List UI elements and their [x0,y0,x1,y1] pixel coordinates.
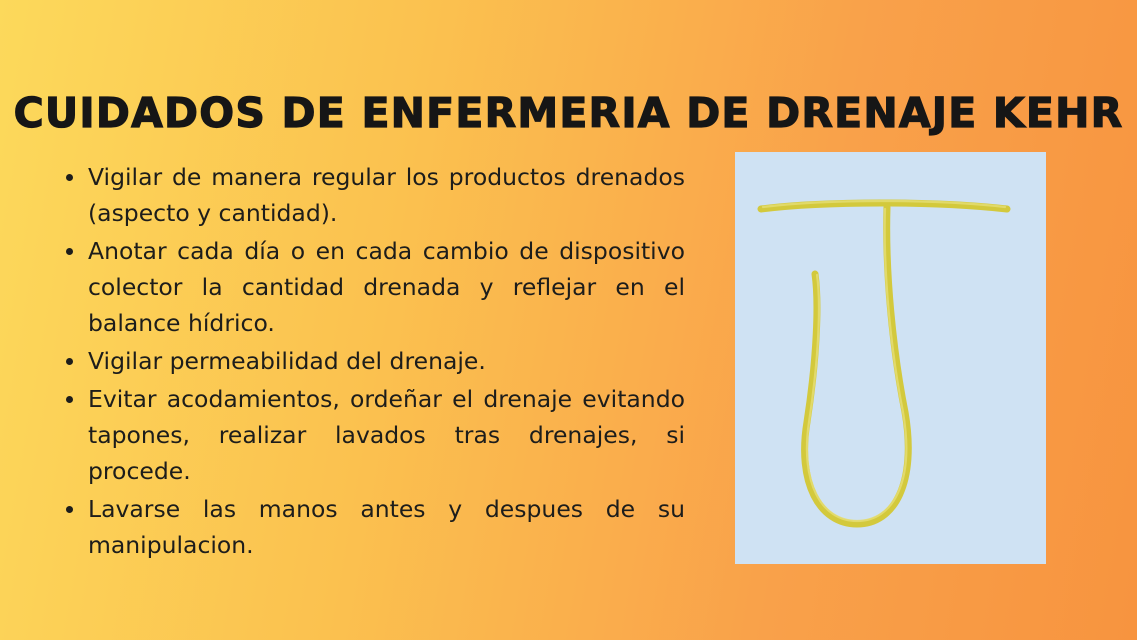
list-item: Evitar acodamientos, ordeñar el drenaje evitando tapones, realizar lavados tras drenajes, si procede. [55,382,685,490]
list-item: Vigilar de manera regular los productos drenados (aspecto y cantidad). [55,160,685,232]
bullet-list [55,160,685,565]
list-item: Anotar cada día o en cada cambio de dispositivo colector la cantidad drenada y reflejar en el balance hídrico. [55,234,685,342]
list-item: Vigilar permeabilidad del drenaje. [55,344,685,380]
kehr-drain-tube-photo [735,152,1046,564]
list-item: Lavarse las manos antes y despues de su manipulacion. [55,492,685,564]
page-title: CUIDADOS DE ENFERMERIA DE DRENAJE KEHR [13,89,1124,138]
